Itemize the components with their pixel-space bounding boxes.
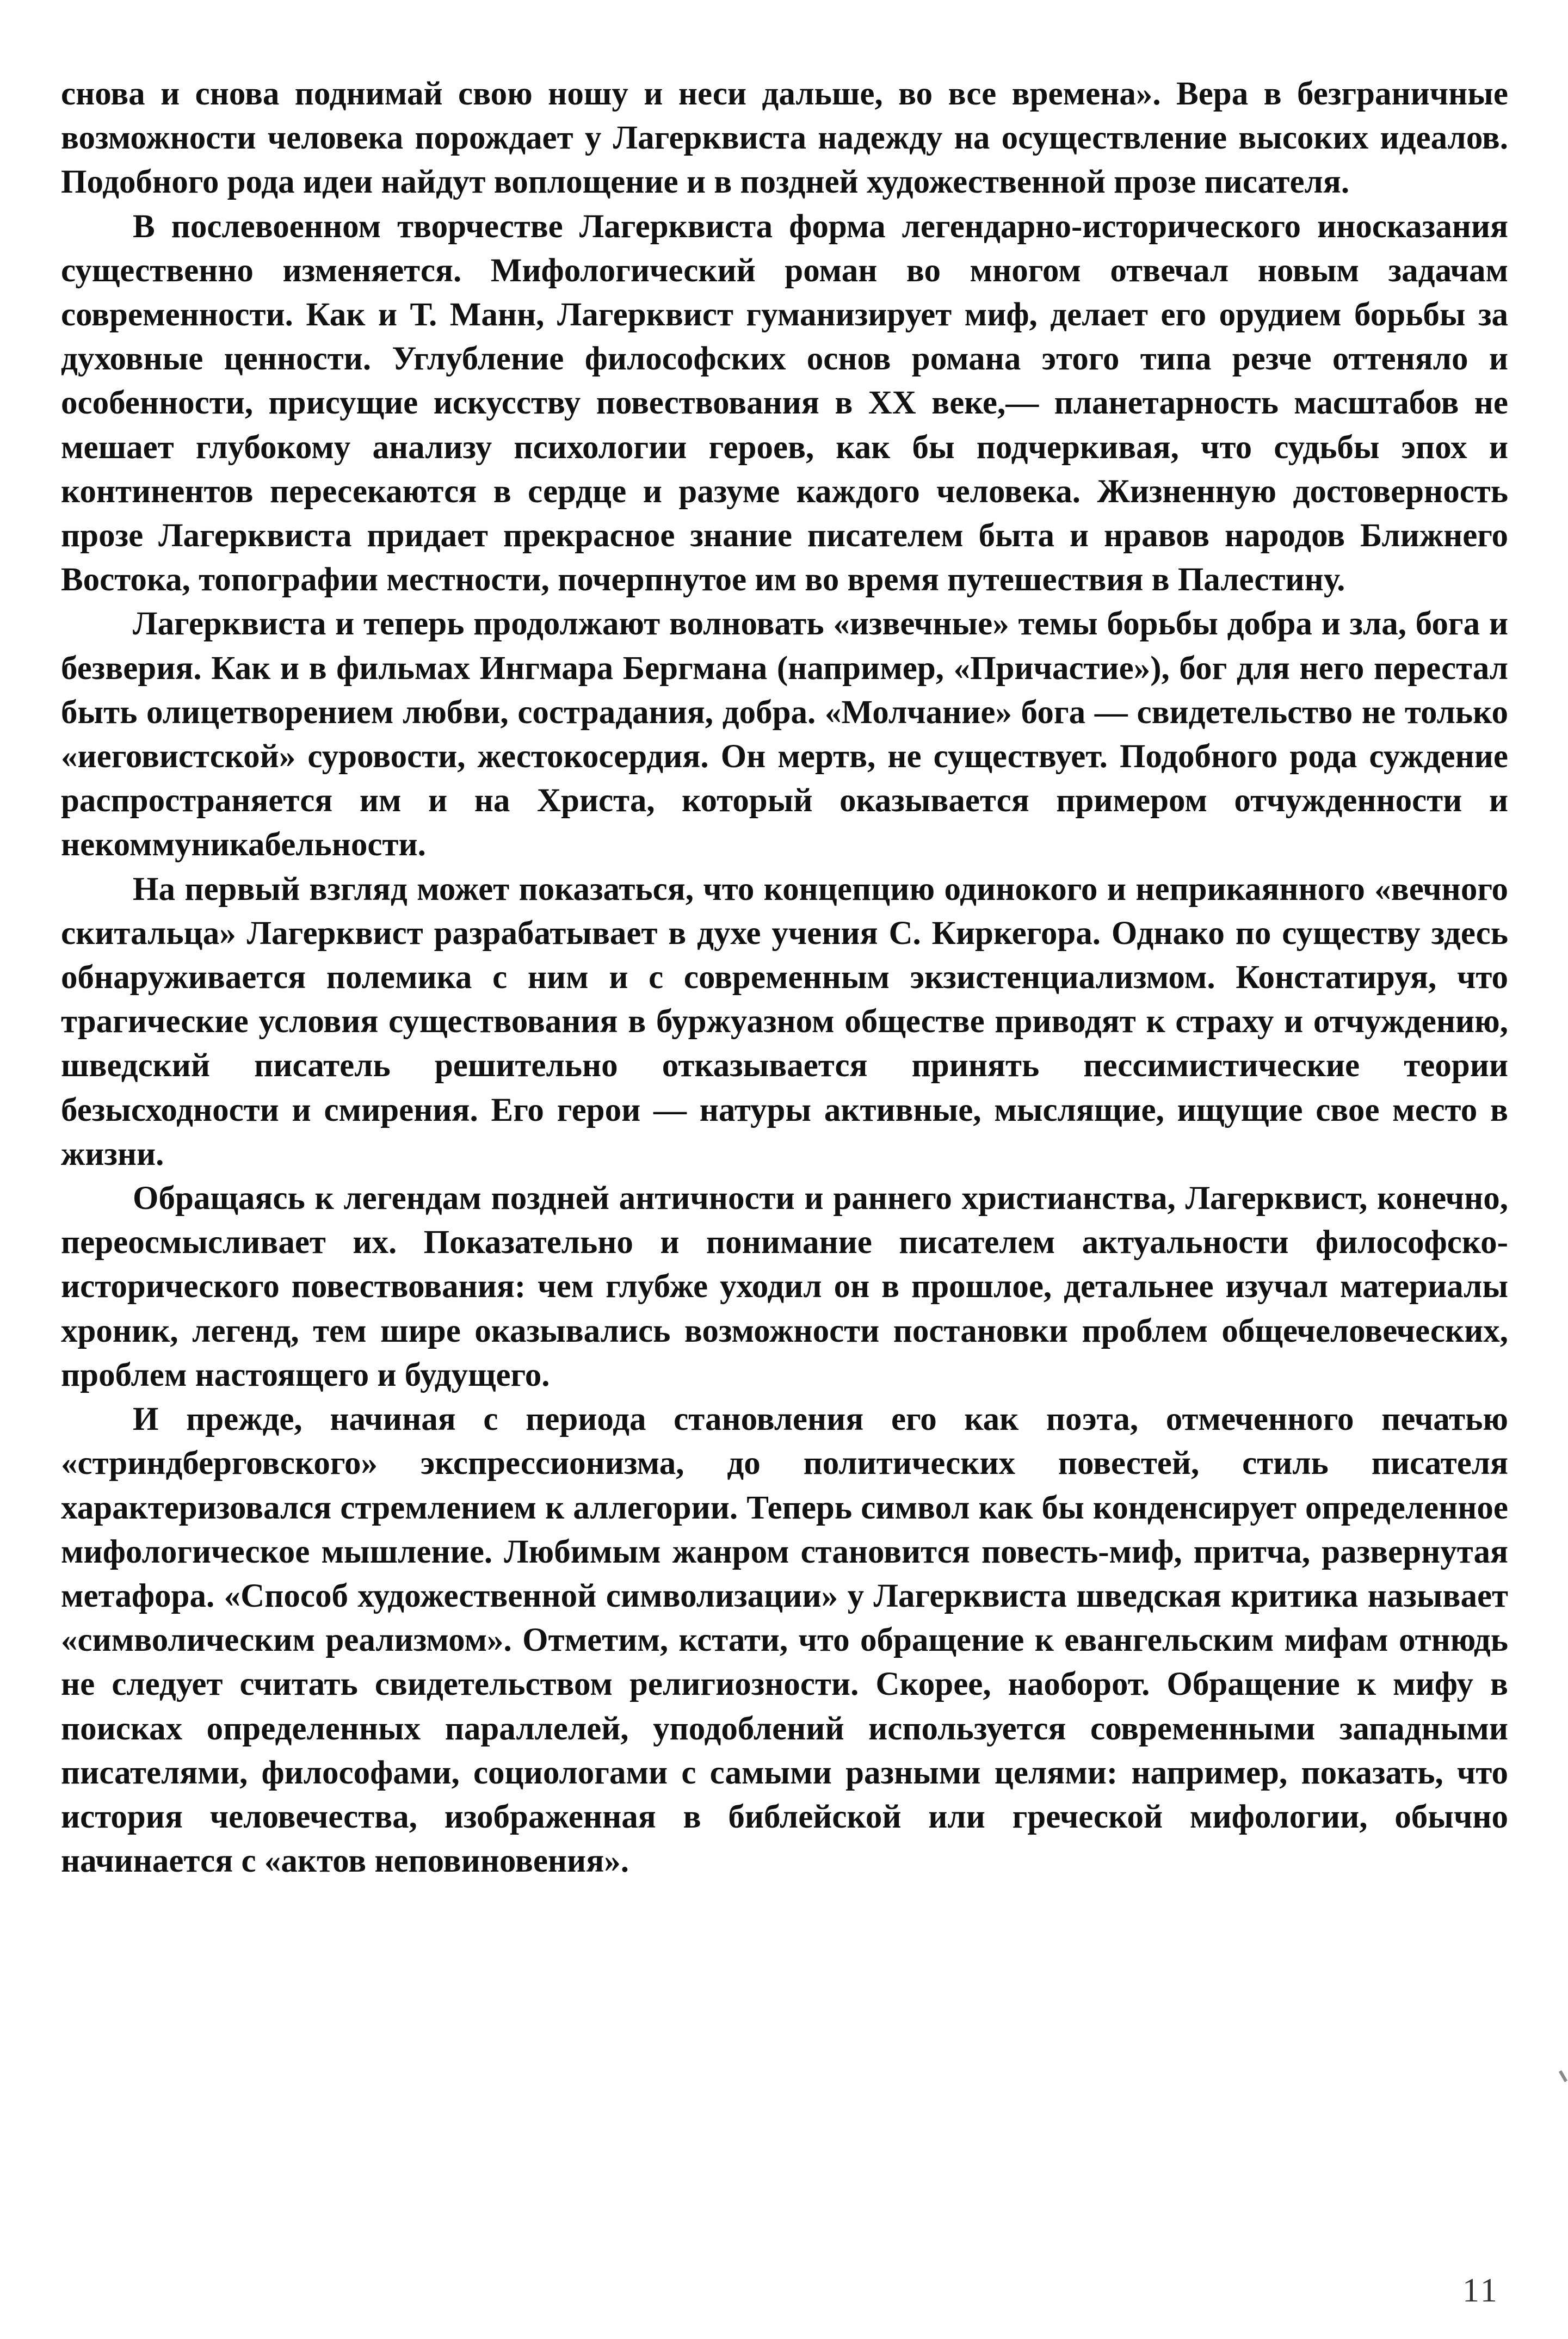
paragraph-2: В послевоенном творчестве Лагерквиста форма легендарно-исторического иносказания существенно изменяется. Мифологический роман во многом отвечал новым задачам современности. Как и Т. Манн, Лагерквист гуманизирует миф, делает его орудием борьбы за духовные ценности. Углубление философских основ романа этого типа резче оттеняло и особенности, присущие искусству повествования в XX веке,— планетарность масштабов не мешает глубокому анализу психологии героев, как бы подчеркивая, что судьбы эпох и континентов пересекаются в сердце и разуме каждого человека. Жизненную достоверность прозе Лагерквиста придает прекрасное знание писателем быта и нравов народов Ближнего Востока, топографии местности, почерпнутое им во время путешествия в Палестину. <box>61 208 1508 598</box>
scan-edge-mark <box>1559 2070 1567 2082</box>
paragraph-6: И прежде, начиная с периода становления его как поэта, отмеченного печатью «стриндберговского» экспрессионизма, до политических повестей, стиль писателя характеризовался стремлением к аллегории. Теперь символ как бы конденсирует определенное мифологическое мышление. Любимым жанром становится повесть-миф, притча, развернутая метафора. «Способ художественной символизации» у Лагерквиста шведская критика называет «символическим реализмом». Отметим, кстати, что обращение к евангельским мифам отнюдь не следует считать свидетельством религиозности. Скорее, наоборот. Обращение к мифу в поисках определенных параллелей, уподоблений используется современными западными писателями, философами, социологами с самыми разными целями: например, показать, что история человечества, изображенная в библейской или греческой мифологии, обычно начинается с «актов неповиновения». <box>61 1401 1508 1880</box>
page-number: 11 <box>1462 2272 1499 2309</box>
paragraph-4: На первый взгляд может показаться, что концепцию одинокого и неприкаянного «вечного скитальца» Лагерквист разрабатывает в духе учения С. Киркегора. Однако по существу здесь обнаруживается полемика с ним и с современным экзистенциализмом. Констатируя, что трагические условия существования в буржуазном обществе приводят к страху и отчуждению, шведский писатель решительно отказывается принять пессимистические теории безысходности и смирения. Его герои — натуры активные, мыслящие, ищущие свое место в жизни. <box>61 871 1508 1172</box>
paragraph-5: Обращаясь к легендам поздней античности и раннего христианства, Лагерквист, конечно, переосмысливает их. Показательно и понимание писателем актуальности философско-исторического повествования: чем глубже уходил он в прошлое, детальнее изучал материалы хроник, легенд, тем шире оказывались возможности постановки проблем общечеловеческих, проблем настоящего и будущего. <box>61 1180 1508 1393</box>
paragraph-1: снова и снова поднимай свою ношу и неси дальше, во все времена». Вера в безграничные возможности человека порождает у Лагерквиста надежду на осуществление высоких идеалов. Подобного рода идеи найдут воплощение и в поздней художественной прозе писателя. <box>61 76 1508 201</box>
page-body <box>61 72 1508 1883</box>
paragraph-3: Лагерквиста и теперь продолжают волновать «извечные» темы борьбы добра и зла, бога и безверия. Как и в фильмах Ингмара Бергмана (например, «Причастие»), бог для него перестал быть олицетворением любви, сострадания, добра. «Молчание» бога — свидетельство не только «иеговистской» суровости, жестокосердия. Он мертв, не существует. Подобного рода суждение распространяется им и на Христа, который оказывается примером отчужденности и некоммуникабельности. <box>61 606 1508 863</box>
